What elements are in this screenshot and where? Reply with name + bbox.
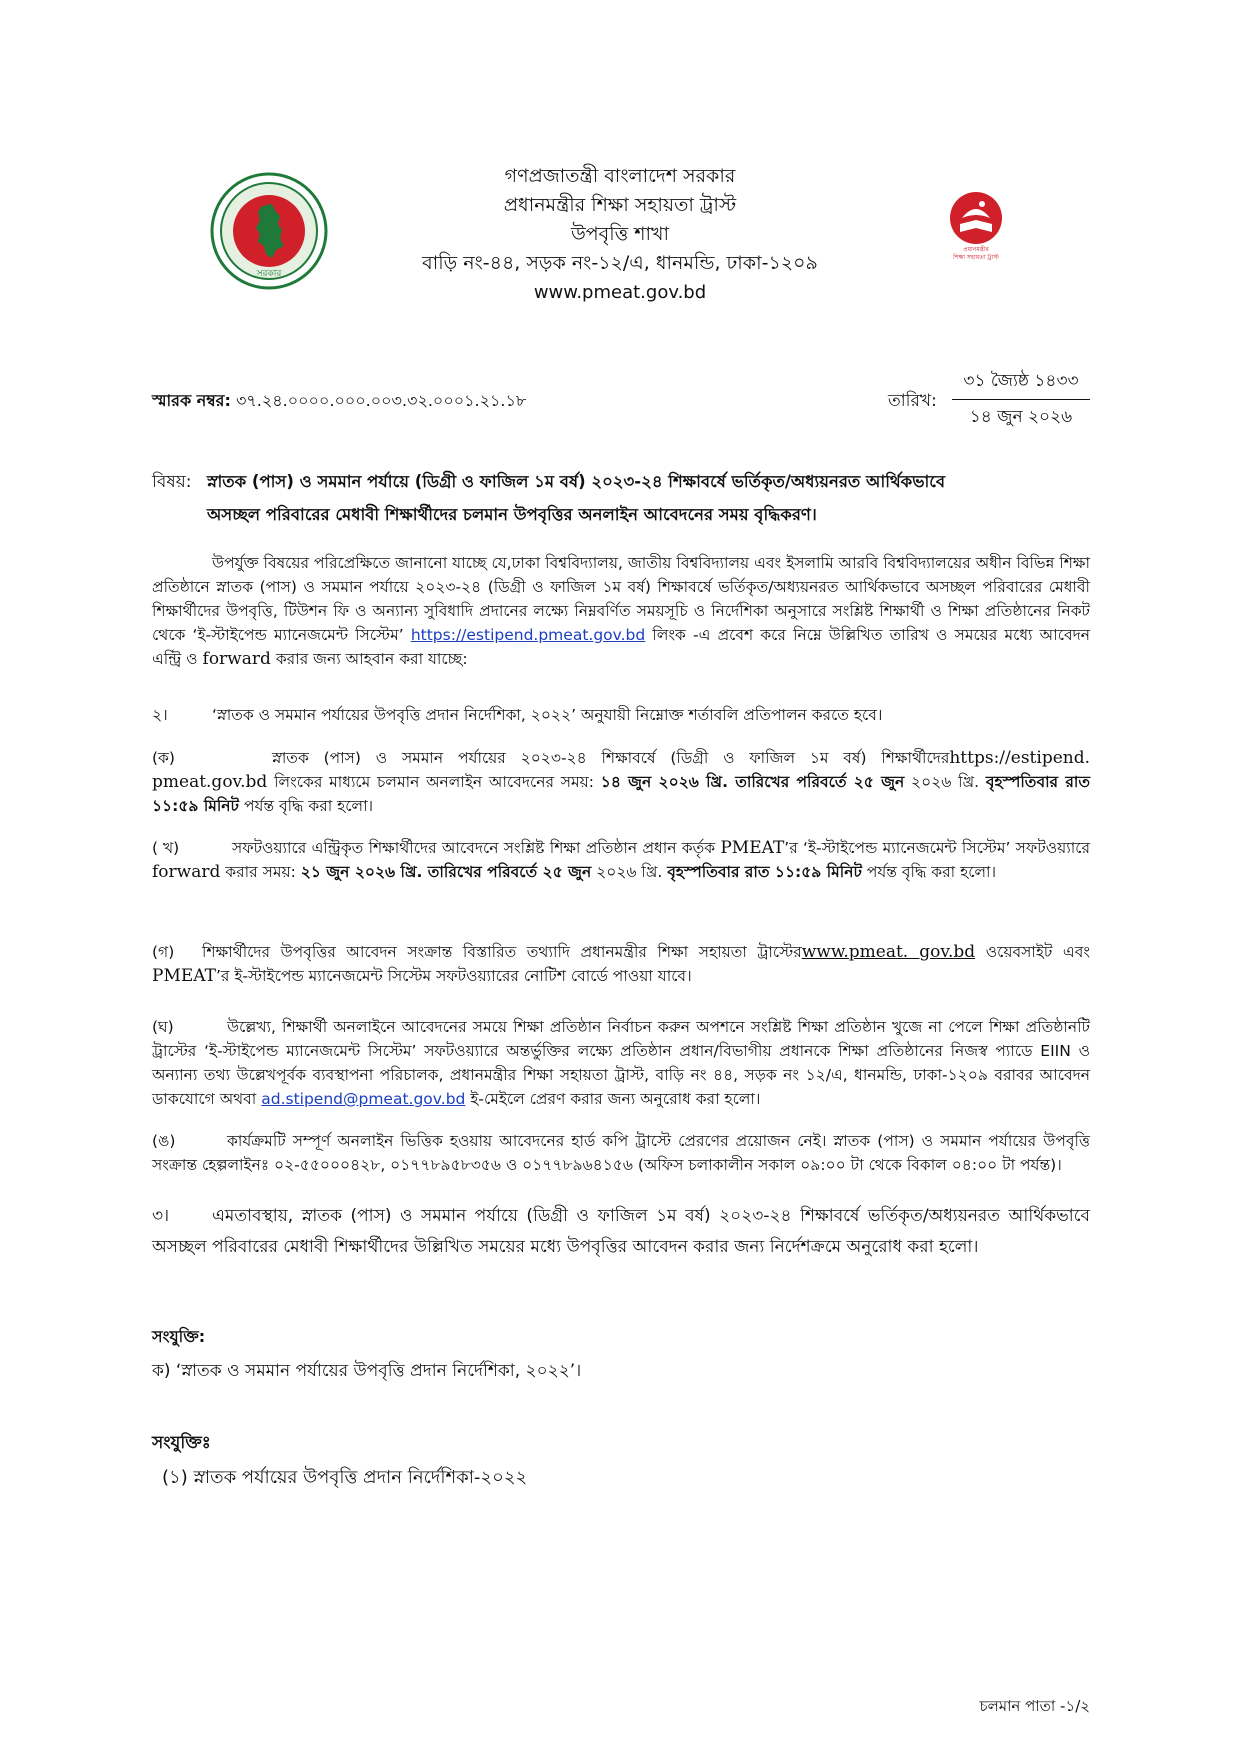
item-ga-pmeat: PMEAT <box>152 966 216 986</box>
item-ga-number: (গ) <box>152 943 175 961</box>
item-kha-text2: ’র ‘ই-স্টাইপেন্ড ম্যানেজমেন্ট সিস্টেম’ সফটওয়্যারে <box>784 839 1090 857</box>
memo-date-english: ১৪ জুন ২০২৬ <box>969 407 1073 427</box>
item-ga-url[interactable]: www.pmeat. gov.bd <box>801 942 976 962</box>
header-govt-name: গণপ্রজাতন্ত্রী বাংলাদেশ সরকার <box>504 165 736 187</box>
item-gha-text1: উল্লেখ্য, শিক্ষার্থী অনলাইনে আবেদনের সময়ে শিক্ষা প্রতিষ্ঠান নির্বাচন করুন অপশনে সংশ্লিষ্ট শিক্ষা প্রতিষ্ঠান খুজে না পেলে শিক্ষা প্রতিষ্ঠানটি ট্রাস্টের ‘ই-স্টাইপেন্ড ম্যানেজমেন্ট সিস্টেম’ সফটওয়্যারে অন্তর্ভুক্তির লক্ষ্যে প্রতিষ্ঠান প্রধান/বিভাগীয় প্রধানকে শিক্ষা প্রতিষ্ঠানের নিজস্ব প্যাডে EIIN ও অন্যান্য তথ্য উল্লেখপূর্বক ব্যবস্থাপনা পরিচালক, প্রধানমন্ত্রীর শিক্ষা সহায়তা ট্রাস্ট, বাড়ি নং ৪৪, সড়ক নং ১২/এ, ধানমন্ডি, ঢাকা-১২০৯ বরাবর আবেদন ডাকযোগে অথবা <box>152 1018 1090 1108</box>
item-uma <box>152 1129 1090 1177</box>
stipend-email-link[interactable]: ad.stipend@pmeat.gov.bd <box>261 1090 466 1108</box>
item-uma-text: কার্যক্রমটি সম্পূর্ণ অনলাইন ভিত্তিক হওয়ায় আবেদনের হার্ড কপি ট্রাস্টে প্রেরণের প্রয়োজন নেই। স্নাতক (পাস) ও সমমান পর্যায়ের উপবৃত্তি সংক্রান্ত হেল্পলাইনঃ ০২-৫৫০০০৪২৮, ০১৭৭৮৯৫৮৩৫৬ ও ০১৭৭৮৯৬৪১৫৬ (অফিস চলাকালীন সকাল ০৯:০০ টা থেকে বিকাল ০৪:০০ টা পর্যন্ত)। <box>152 1132 1090 1174</box>
intro-text-end: করার জন্য আহবান করা যাচ্ছে: <box>275 650 468 668</box>
memo-reference <box>152 388 526 415</box>
attachment-2-item: (১) স্নাতক পর্যায়ের উপবৃত্তি প্রদান নির্দেশিকা-২০২২ <box>162 1467 528 1488</box>
estipend-link[interactable]: https://estipend.pmeat.gov.bd <box>410 626 646 644</box>
item-gha-number: (ঘ) <box>152 1018 174 1036</box>
item-ka-year: ২০২৬ খ্রি. <box>911 773 980 791</box>
point-2-number: ২। <box>152 706 168 724</box>
attachment-1-item: ক) ‘স্নাতক ও সমমান পর্যায়ের উপবৃত্তি প্রদান নির্দেশিকা, ২০২২’। <box>152 1361 582 1381</box>
point-3-text: এমতাবস্থায়, স্নাতক (পাস) ও সমমান পর্যায়ে (ডিগ্রী ও ফাজিল ১ম বর্ষ) ২০২৩-২৪ শিক্ষাবর্ষে ভর্তিকৃত/অধ্যয়নরত আর্থিকভাবে অসচ্ছল পরিবারের মেধাবী শিক্ষার্থীদের উল্লিখিত সময়ের মধ্যে উপবৃত্তির আবেদন করার জন্য নির্দেশক্রমে অনুরোধ করা হলো। <box>152 1206 1090 1257</box>
intro-forward: forward <box>202 649 271 669</box>
item-ga-text3: ’র ই-স্টাইপেন্ড ম্যানেজমেন্ট সিস্টেম সফটওয়্যারের নোটিশ বোর্ডে পাওয়া যাবে। <box>215 967 692 985</box>
memo-date-block <box>952 368 1090 432</box>
item-ka-url: https://estipend. pmeat.gov.bd <box>152 748 1090 792</box>
intro-paragraph <box>152 551 1090 671</box>
item-kha <box>152 836 1090 884</box>
item-ka-text1: স্নাতক (পাস) ও সমমান পর্যায়ের ২০২৩-২৪ শিক্ষাবর্ষে (ডিগ্রী ও ফাজিল ১ম বর্ষ) শিক্ষার্থীদের <box>272 749 950 767</box>
memo-date-label: তারিখ: <box>888 391 937 411</box>
attachment-2-label: সংযুক্তিঃ <box>152 1433 211 1453</box>
item-kha-deadline: বৃহস্পতিবার রাত ১১:৫৯ মিনিট <box>667 863 862 881</box>
trust-logo-text2: শিক্ষা সহায়তা ট্রাস্ট <box>953 254 999 261</box>
item-ka-date-from: ১৪ জুন ২০২৬ খ্রি. তারিখের পরিবর্তে ২৫ জুন <box>600 773 905 791</box>
item-kha-text3: করার সময়: <box>225 863 296 881</box>
memo-ref-label: স্মারক নম্বর: <box>152 391 231 410</box>
intro-text: উপর্যুক্ত বিষয়ের পরিপ্রেক্ষিতে জানানো যাচ্ছে যে,ঢাকা বিশ্ববিদ্যালয়, জাতীয় বিশ্ববিদ্যালয় এবং ইসলামি আরবি বিশ্ববিদ্যালয়ের অধীন বিভিন্ন শিক্ষা প্রতিষ্ঠানে স্নাতক (পাস) ও সমমান পর্যায়ে ২০২৩-২৪ (ডিগ্রী ও ফাজিল ১ম বর্ষ) শিক্ষাবর্ষে ভর্তিকৃত/অধ্যয়নরত আর্থিকভাবে অসচ্ছল পরিবারের মেধাবী শিক্ষার্থীদের উপবৃত্তি, টিউশন ফি ও অন্যান্য সুবিধাদি প্রদানের লক্ষ্যে নিম্নবর্ণিত সময়সূচি ও নির্দেশিকা অনুসারে সংশ্লিষ্ট শিক্ষার্থী ও শিক্ষা প্রতিষ্ঠানের নিকট থেকে ‘ই-স্টাইপেন্ড ম্যানেজমেন্ট সিস্টেম’ <box>152 554 1090 644</box>
intro-text-after: লিংক -এ প্রবেশ করে নিম্নে উল্লিখিত তারিখ ও সময়ের মধ্যে আবেদন এন্ট্রি ও <box>152 626 1090 668</box>
item-uma-number: (ঙ) <box>152 1132 176 1150</box>
item-gha <box>152 1015 1090 1111</box>
header-section-name: উপবৃত্তি শাখা <box>570 223 670 245</box>
attachment-1-label: সংযুক্তি: <box>152 1327 206 1346</box>
point-2-text: ‘স্নাতক ও সমমান পর্যায়ের উপবৃত্তি প্রদান নির্দেশিকা, ২০২২’ অনুযায়ী নিম্নোক্ত শর্তাবলি প্রতিপালন করতে হবে। <box>212 706 883 724</box>
item-ga-text1: শিক্ষার্থীদের উপবৃত্তির আবেদন সংক্রান্ত বিস্তারিত তথ্যাদি প্রধানমন্ত্রীর শিক্ষা সহায়তা ট্রাস্টের <box>202 943 802 961</box>
header-trust-name: প্রধানমন্ত্রীর শিক্ষা সহায়তা ট্রাস্ট <box>503 194 737 216</box>
memo-ref-value: ৩৭.২৪.০০০০.০০০.০০৩.৩২.০০০১.২১.১৮ <box>235 391 527 410</box>
svg-text:সরকার: সরকার <box>256 269 282 279</box>
point-3-number: ৩। <box>152 1206 170 1226</box>
item-ka-text-end: পর্যন্ত বৃদ্ধি করা হলো। <box>243 797 374 815</box>
item-ka-number: (ক) <box>152 749 175 767</box>
memo-date-bangla: ৩১ জ্যৈষ্ঠ ১৪৩৩ <box>952 368 1090 400</box>
point-2 <box>152 703 1090 727</box>
item-kha-pmeat: PMEAT <box>720 838 785 858</box>
header-website[interactable]: www.pmeat.gov.bd <box>533 282 707 303</box>
subject-line2: অসচ্ছল পরিবারের মেধাবী শিক্ষার্থীদের চলমান উপবৃত্তির অনলাইন আবেদনের সময় বৃদ্ধিকরণ। <box>207 505 817 524</box>
item-kha-forward: forward <box>152 862 221 882</box>
subject-line1: স্নাতক (পাস) ও সমমান পর্যায়ে (ডিগ্রী ও ফাজিল ১ম বর্ষ) ২০২৩-২৪ শিক্ষাবর্ষে ভর্তিকৃত/অধ্যয়নরত আর্থিকভাবে <box>207 472 946 491</box>
header-address: বাড়ি নং-৪৪, সড়ক নং-১২/এ, ধানমন্ডি, ঢাকা-১২০৯ <box>422 252 818 274</box>
trust-logo-text1: প্রধানমন্ত্রীর <box>963 246 989 253</box>
item-ga <box>152 940 1090 988</box>
item-ka <box>152 746 1090 818</box>
item-kha-date-from: ২১ জুন ২০২৬ খ্রি. তারিখের পরিবর্তে ২৫ জুন <box>300 863 592 881</box>
item-ka-text2: লিংকের মাধ্যমে চলমান অনলাইন আবেদনের সময়: <box>274 773 594 791</box>
subject-label: বিষয়: <box>152 472 192 492</box>
item-kha-text1: সফটওয়্যারে এন্ট্রিকৃত শিক্ষার্থীদের আবেদনে সংশ্লিষ্ট শিক্ষা প্রতিষ্ঠান প্রধান কর্তৃক <box>232 839 716 857</box>
page-number: চলমান পাতা -১/২ <box>979 1697 1090 1715</box>
item-gha-text2: ই-মেইলে প্রেরণ করার জন্য অনুরোধ করা হলো। <box>470 1090 761 1108</box>
item-kha-number: ( খ) <box>152 839 180 857</box>
item-kha-text-end: পর্যন্ত বৃদ্ধি করা হলো। <box>866 863 997 881</box>
item-kha-year: ২০২৬ খ্রি. <box>596 863 663 881</box>
point-3 <box>152 1201 1090 1263</box>
item-ka-deadline: বৃহস্পতিবার রাত ১১:৫৯ মিনিট <box>152 773 1090 815</box>
item-ga-text2: ওয়েবসাইট এবং <box>985 943 1090 961</box>
